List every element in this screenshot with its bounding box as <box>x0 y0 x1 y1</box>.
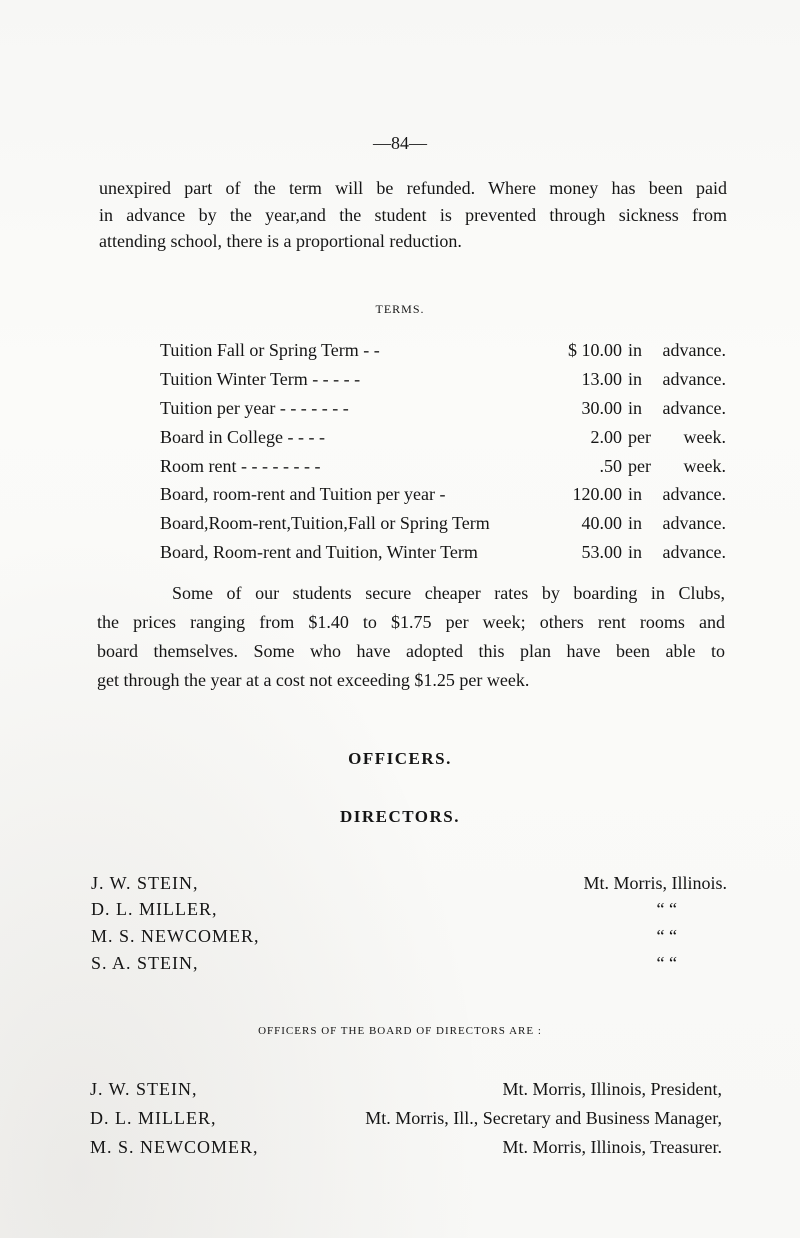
directors-heading: DIRECTORS. <box>339 807 461 826</box>
terms-label: Tuition Winter Term - - - - - <box>160 369 361 389</box>
clubs-line: the prices ranging from $1.40 to $1.75 per week; others rent rooms and <box>97 612 725 632</box>
intro-paragraph <box>99 175 727 255</box>
director-place: Mt. Morris, Illinois. <box>583 873 727 893</box>
terms-amount: 2.00 <box>590 427 622 447</box>
terms-row <box>160 542 726 570</box>
director-entry <box>91 873 727 899</box>
director-name: M. S. NEWCOMER, <box>91 926 260 946</box>
director-name: S. A. STEIN, <box>91 953 199 973</box>
terms-amount: 40.00 <box>581 513 622 533</box>
board-officer-role: Mt. Morris, Illinois, Treasurer. <box>502 1137 722 1157</box>
board-officers-heading: OFFICERS OF THE BOARD OF DIRECTORS ARE : <box>258 1025 542 1037</box>
director-entry <box>91 899 727 925</box>
terms-row <box>160 340 726 368</box>
terms-note: in advance. <box>628 369 726 389</box>
board-officer-name: J. W. STEIN, <box>90 1079 198 1099</box>
terms-label: Board in College - - - - <box>160 427 325 447</box>
director-name: J. W. STEIN, <box>91 873 199 893</box>
terms-label: Tuition Fall or Spring Term - - <box>160 340 380 360</box>
director-place: “ “ <box>656 899 677 919</box>
director-name: D. L. MILLER, <box>91 899 218 919</box>
terms-note: in advance. <box>628 513 726 533</box>
clubs-paragraph <box>97 579 725 695</box>
terms-label: Board,Room-rent,Tuition,Fall or Spring Term <box>160 513 490 533</box>
board-officer-entry <box>90 1108 722 1136</box>
terms-row <box>160 456 726 484</box>
terms-amount: 30.00 <box>581 398 622 418</box>
board-officer-entry <box>90 1079 722 1107</box>
director-entry <box>91 926 727 952</box>
board-officer-name: M. S. NEWCOMER, <box>90 1137 259 1157</box>
intro-line: unexpired part of the term will be refunded. Where money has been paid <box>99 178 727 198</box>
terms-amount: .50 <box>599 456 622 476</box>
board-officer-name: D. L. MILLER, <box>90 1108 217 1128</box>
terms-label: Board, room-rent and Tuition per year - <box>160 484 446 504</box>
terms-label: Tuition per year - - - - - - - <box>160 398 349 418</box>
terms-row <box>160 513 726 541</box>
terms-row <box>160 369 726 397</box>
terms-note: in advance. <box>628 484 726 504</box>
terms-amount: 53.00 <box>581 542 622 562</box>
terms-amount: 13.00 <box>581 369 622 389</box>
terms-heading: TERMS. <box>375 302 425 316</box>
terms-amount: 120.00 <box>572 484 622 504</box>
terms-note: per week. <box>628 427 726 447</box>
terms-label: Room rent - - - - - - - - <box>160 456 321 476</box>
director-place: “ “ <box>656 953 677 973</box>
terms-row <box>160 484 726 512</box>
clubs-line: Some of our students secure cheaper rates by boarding in Clubs, <box>172 583 725 603</box>
terms-amount: $ 10.00 <box>568 340 622 360</box>
terms-label: Board, Room-rent and Tuition, Winter Term <box>160 542 478 562</box>
director-place: “ “ <box>656 926 677 946</box>
officers-heading: OFFICERS. <box>348 749 452 768</box>
terms-note: in advance. <box>628 398 726 418</box>
terms-note: in advance. <box>628 340 726 360</box>
clubs-line: board themselves. Some who have adopted this plan have been able to <box>97 641 725 661</box>
intro-line: attending school, there is a proportional reduction. <box>99 231 462 251</box>
director-entry <box>91 953 727 979</box>
terms-note: in advance. <box>628 542 726 562</box>
board-officer-entry <box>90 1137 722 1165</box>
clubs-line: get through the year at a cost not exceeding $1.25 per week. <box>97 670 530 690</box>
intro-line: in advance by the year,and the student is prevented through sickness from <box>99 204 727 225</box>
page-number: —84— <box>373 133 427 153</box>
terms-row <box>160 398 726 426</box>
board-officer-role: Mt. Morris, Illinois, President, <box>502 1079 722 1099</box>
terms-note: per week. <box>628 456 726 476</box>
terms-row <box>160 427 726 455</box>
board-officer-role: Mt. Morris, Ill., Secretary and Business Manager, <box>365 1108 722 1128</box>
